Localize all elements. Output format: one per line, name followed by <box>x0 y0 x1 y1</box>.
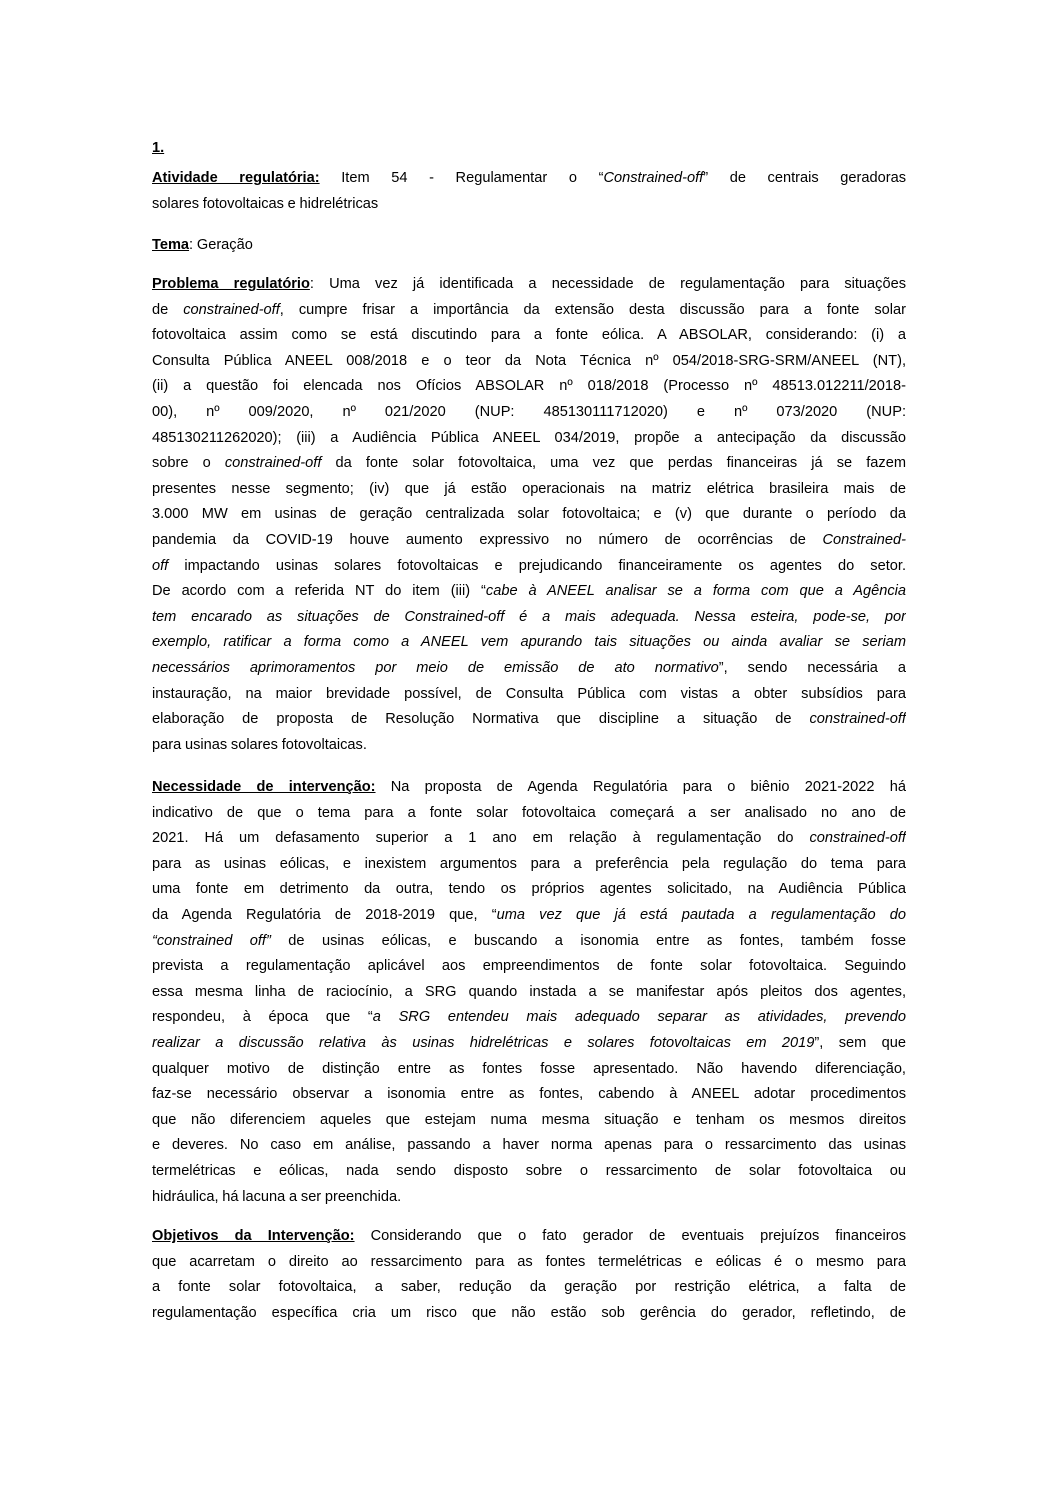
body-text: (ii) a questão foi elencada nos Ofícios ABSOLAR nº 018/2018 (Processo nº 48513.012211/2018- <box>152 378 906 395</box>
body-text: para usinas solares fotovoltaicas. <box>152 736 367 753</box>
text-line <box>152 1301 906 1327</box>
body-text: faz-se necessário observar a isonomia entre as fontes, cabendo à ANEEL adotar procedimentos <box>152 1086 906 1103</box>
text-line <box>152 233 906 259</box>
text-line <box>152 903 906 929</box>
body-text: elaboração de proposta de Resolução Normativa que discipline a situação de <box>152 711 810 728</box>
text-line <box>152 323 906 349</box>
body-text: essa mesma linha de raciocínio, a SRG quando instada a se manifestar após pleitos dos agentes, <box>152 983 906 1000</box>
body-text: , cumpre frisar a importância da extensão desta discussão para a fonte solar <box>279 301 906 318</box>
italic-text: constrained-off <box>809 830 906 847</box>
italic-text: uma vez que já está pautada a regulamentação do <box>496 906 906 923</box>
paragraph-section-number <box>152 136 906 162</box>
body-text: sobre o <box>152 455 225 472</box>
text-line <box>152 1185 906 1211</box>
text-line <box>152 528 906 554</box>
section-heading: 1. <box>152 140 165 156</box>
body-text: indicativo de que o tema para a fonte solar fotovoltaica começará a ser analisado no ano de <box>152 804 906 821</box>
text-line <box>152 451 906 477</box>
body-text: termelétricas e eólicas, nada sendo disposto sobre o ressarcimento de solar fotovoltaica ou <box>152 1162 906 1179</box>
paragraph-objetivos-da-intervencao <box>152 1224 906 1326</box>
body-text: de usinas eólicas, e buscando a isonomia entre as fontes, também fosse <box>270 932 906 949</box>
body-text: regulamentação específica cria um risco que não estão sob gerência do gerador, refletindo, de <box>152 1304 906 1321</box>
section-heading: Necessidade de intervenção: <box>152 779 376 795</box>
italic-text: constrained-off <box>183 301 280 318</box>
section-heading: Objetivos da Intervenção: <box>152 1228 355 1244</box>
italic-text: exemplo, ratificar a forma como a ANEEL vem apurando tais situações ou ainda avaliar se seriam <box>152 634 906 651</box>
body-text: 2021. Há um defasamento superior a 1 ano em relação à regulamentação do <box>152 830 810 847</box>
body-text: Consulta Pública ANEEL 008/2018 e o teor da Nota Técnica nº 054/2018-SRG-SRM/ANEEL (NT), <box>152 352 906 369</box>
body-text: de <box>152 301 184 318</box>
section-heading: Tema <box>152 237 190 253</box>
text-line <box>152 554 906 580</box>
body-text: hidráulica, há lacuna a ser preenchida. <box>152 1188 402 1205</box>
body-text: presentes nesse segmento; (iv) que já estão operacionais na matriz elétrica brasileira mais de <box>152 480 906 497</box>
text-line <box>152 426 906 452</box>
body-text: qualquer motivo de distinção entre as fontes fosse apresentado. Não havendo diferenciação, <box>152 1060 906 1077</box>
body-text: para as usinas eólicas, e inexistem argumentos para a preferência pela regulação do tema para <box>152 855 906 872</box>
italic-text: realizar a discussão relativa às usinas hidrelétricas e solares fotovoltaicas em 2019 <box>152 1034 815 1051</box>
text-line <box>152 656 906 682</box>
body-text: que não diferenciem aqueles que estejam numa mesma situação e tenham os mesmos direitos <box>152 1111 906 1128</box>
body-text: : Uma vez já identificada a necessidade de regulamentação para situações <box>309 276 906 292</box>
body-text: : Geração <box>189 237 253 253</box>
text-line <box>152 801 906 827</box>
text-line <box>152 349 906 375</box>
text-line <box>152 980 906 1006</box>
italic-text: off <box>152 557 169 574</box>
text-line <box>152 852 906 878</box>
italic-text: “constrained off” <box>152 932 271 949</box>
text-line <box>152 298 906 324</box>
italic-text: tem encarado as situações de Constrained-off é a mais adequada. Nessa esteira, pode-se, por <box>152 608 906 625</box>
paragraph-tema <box>152 233 906 259</box>
body-text: ” de centrais geradoras <box>703 170 906 186</box>
text-line <box>152 1275 906 1301</box>
body-text: Considerando que o fato gerador de eventuais prejuízos financeiros <box>354 1228 906 1244</box>
text-line <box>152 1108 906 1134</box>
body-text: prevista a regulamentação aplicável aos empreendimentos de fonte solar fotovoltaica. Seguindo <box>152 958 906 975</box>
text-line <box>152 605 906 631</box>
body-text: ”, sendo necessária a <box>718 659 906 676</box>
text-line <box>152 733 906 759</box>
text-line <box>152 1159 906 1185</box>
text-line <box>152 166 906 192</box>
italic-text: necessários aprimoramentos por meio de emissão de ato normativo <box>152 659 719 676</box>
text-line <box>152 682 906 708</box>
text-line <box>152 1133 906 1159</box>
text-line <box>152 272 906 298</box>
italic-text: Constrained- <box>822 531 906 548</box>
text-line <box>152 192 906 218</box>
text-line <box>152 877 906 903</box>
paragraph-problema-regulatorio <box>152 272 906 758</box>
body-text: 00), nº 009/2020, nº 021/2020 (NUP: 485130111712020) e nº 073/2020 (NUP: <box>152 403 906 420</box>
text-line <box>152 630 906 656</box>
body-text: Item 54 - Regulamentar o “ <box>319 170 604 186</box>
italic-text: a SRG entendeu mais adequado separar as atividades, prevendo <box>372 1009 906 1026</box>
text-line <box>152 1031 906 1057</box>
section-heading: Atividade regulatória: <box>152 170 320 186</box>
body-text: De acordo com a referida NT do item (iii) “ <box>152 583 486 600</box>
body-text: que acarretam o direito ao ressarcimento para as fontes termelétricas e eólicas é o mesmo para <box>152 1253 906 1270</box>
body-text: da fonte solar fotovoltaica, uma vez que perdas financeiras já se fazem <box>321 455 906 472</box>
text-line <box>152 1224 906 1250</box>
text-line <box>152 1005 906 1031</box>
text-line <box>152 1082 906 1108</box>
paragraph-necessidade-de-intervencao <box>152 775 906 1210</box>
text-line <box>152 826 906 852</box>
body-text: uma fonte em detrimento da outra, tendo os próprios agentes solicitado, na Audiência Pública <box>152 881 906 898</box>
body-text: pandemia da COVID-19 houve aumento expressivo no número de ocorrências de <box>152 531 823 548</box>
text-line <box>152 136 906 162</box>
text-line <box>152 775 906 801</box>
body-text: da Agenda Regulatória de 2018-2019 que, “ <box>152 906 497 923</box>
text-line <box>152 374 906 400</box>
text-line <box>152 707 906 733</box>
body-text: ”, sem que <box>814 1034 906 1051</box>
italic-text: Constrained-off <box>603 170 704 186</box>
body-text: instauração, na maior brevidade possível, de Consulta Pública com vistas a obter subsídios para <box>152 685 906 702</box>
text-line <box>152 954 906 980</box>
body-text: solares fotovoltaicas e hidrelétricas <box>152 195 379 212</box>
italic-text: constrained-off <box>224 455 322 472</box>
body-text: e deveres. No caso em análise, passando a haver norma apenas para o ressarcimento das usinas <box>152 1137 906 1154</box>
body-text: a fonte solar fotovoltaica, a saber, redução da geração por restrição elétrica, a falta de <box>152 1279 906 1296</box>
body-text: respondeu, à época que “ <box>152 1009 373 1026</box>
body-text: fotovoltaica assim como se está discutindo para a fonte eólica. A ABSOLAR, considerando: (i) a <box>152 327 906 344</box>
italic-text: constrained-off <box>809 711 906 728</box>
section-heading: Problema regulatório <box>152 276 310 292</box>
body-text: 485130211262020); (iii) a Audiência Pública ANEEL 034/2019, propõe a antecipação da discussão <box>152 429 906 446</box>
italic-text: cabe à ANEEL analisar se a forma com que a Agência <box>485 583 906 600</box>
text-line <box>152 477 906 503</box>
text-line <box>152 929 906 955</box>
body-text: 3.000 MW em usinas de geração centralizada solar fotovoltaica; e (v) que durante o período da <box>152 506 906 523</box>
text-line <box>152 400 906 426</box>
paragraph-atividade-regulatoria <box>152 166 906 217</box>
body-text: impactando usinas solares fotovoltaicas e prejudicando financeiramente os agentes do setor. <box>168 557 906 574</box>
text-line <box>152 1250 906 1276</box>
text-line <box>152 579 906 605</box>
text-line <box>152 1057 906 1083</box>
text-line <box>152 502 906 528</box>
body-text: Na proposta de Agenda Regulatória para o biênio 2021-2022 há <box>375 779 906 795</box>
